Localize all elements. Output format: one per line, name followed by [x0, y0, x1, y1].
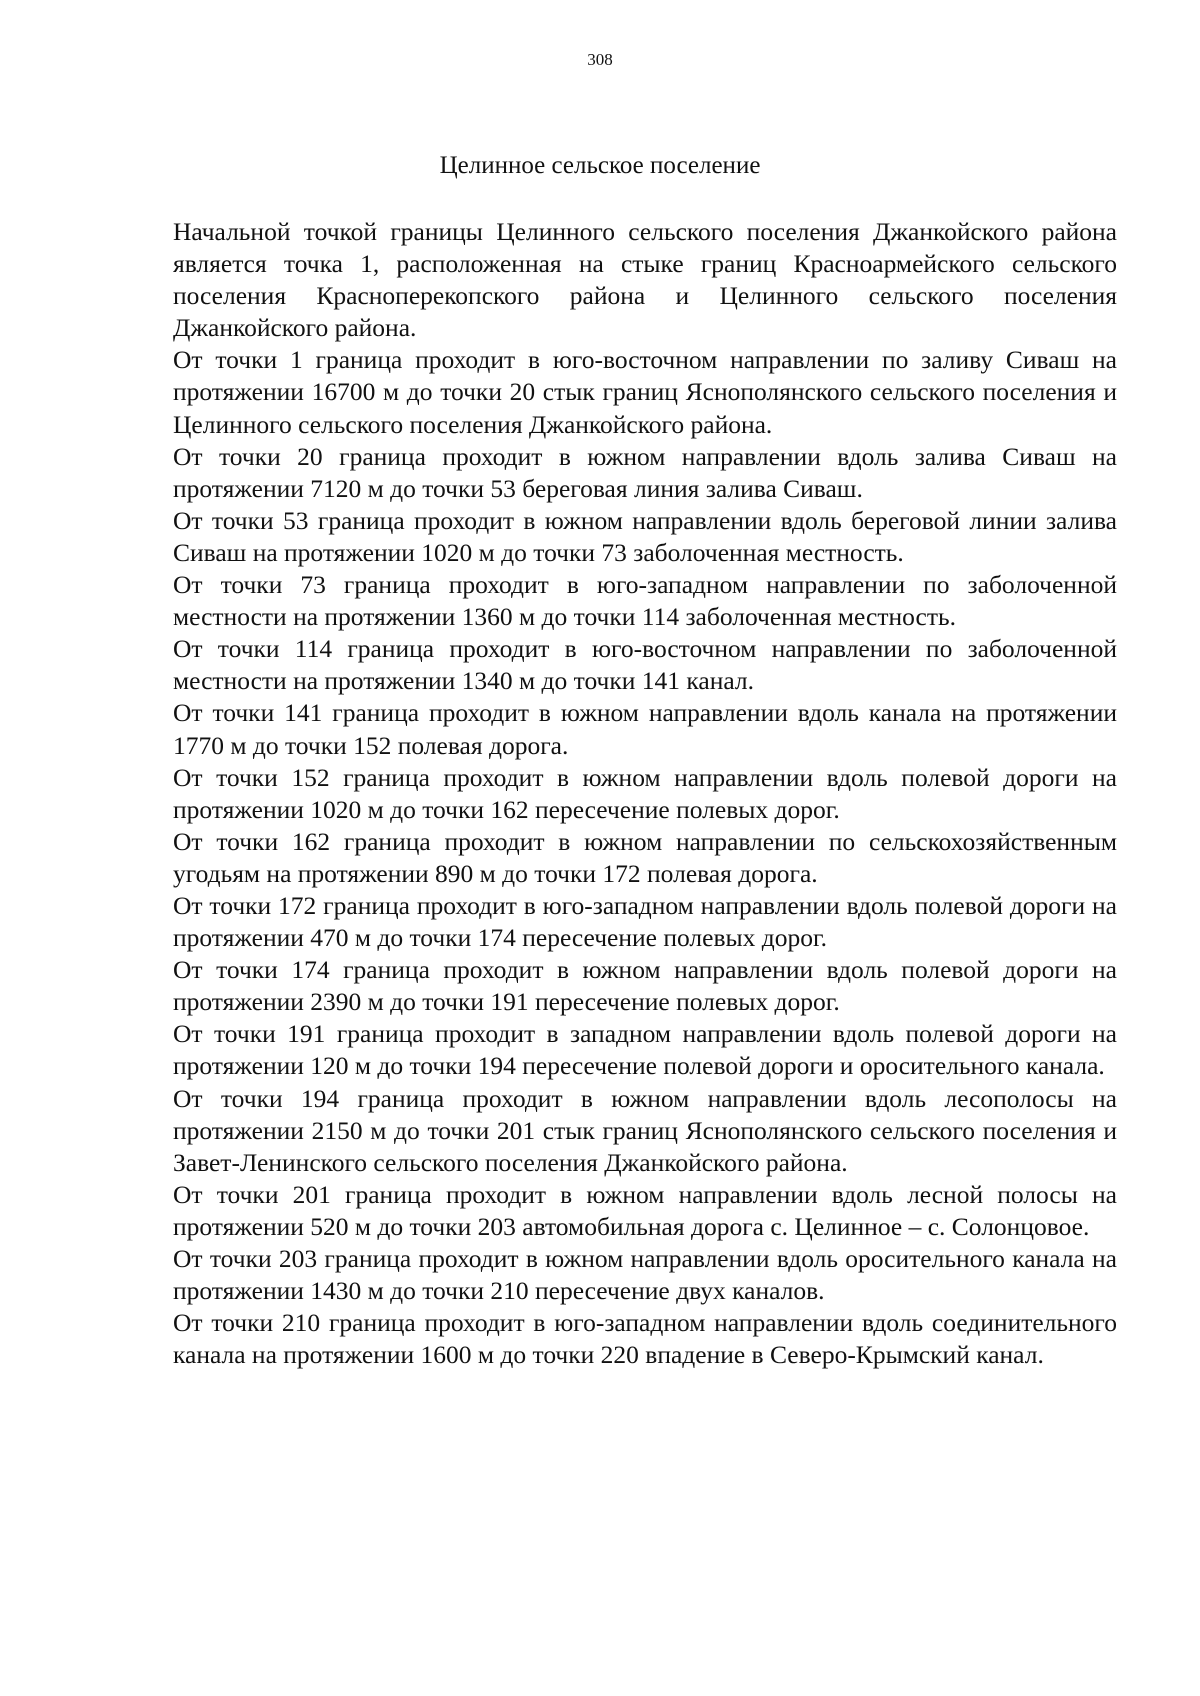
paragraph: От точки 210 граница проходит в юго-западном направлении вдоль соединительного канала на протяжении 1600 м до точки 220 впадение в Северо-Крымский канал.	[173, 1308, 1117, 1370]
paragraph: От точки 1 граница проходит в юго-восточном направлении по заливу Сиваш на протяжении 16700 м до точки 20 стык границ Яснополянского сельского поселения и Целинного сельского поселения Джанкойского района.	[173, 345, 1117, 439]
paragraph: От точки 172 граница проходит в юго-западном направлении вдоль полевой дороги на протяжении 470 м до точки 174 пересечение полевых дорог.	[173, 890, 1117, 953]
paragraph: От точки 73 граница проходит в юго-западном направлении по заболоченной местности на протяжении 1360 м до точки 114 заболоченная местность.	[173, 570, 1117, 632]
paragraph: Начальной точкой границы Целинного сельского поселения Джанкойского района является точка 1, расположенная на стыке границ Красноармейского сельского поселения Красноперекопского района и Целинного сельского поселения Джанкойского района.	[173, 217, 1117, 343]
section-title: Целинное сельское поселение	[439, 152, 761, 179]
page-number: 308	[587, 50, 613, 69]
paragraph: От точки 203 граница проходит в южном направлении вдоль оросительного канала на протяжении 1430 м до точки 210 пересечение двух каналов.	[173, 1244, 1117, 1306]
boundary-description	[173, 216, 1117, 1371]
paragraph: От точки 141 граница проходит в южном направлении вдоль канала на протяжении 1770 м до точки 152 полевая дорога.	[173, 698, 1117, 760]
paragraph: От точки 194 граница проходит в южном направлении вдоль лесополосы на протяжении 2150 м до точки 201 стык границ Яснополянского сельского поселения и Завет-Ленинского сельского поселения Джанкойского района.	[173, 1083, 1117, 1177]
paragraph: От точки 53 граница проходит в южном направлении вдоль береговой линии залива Сиваш на протяжении 1020 м до точки 73 заболоченная местность.	[173, 505, 1117, 567]
paragraph: От точки 20 граница проходит в южном направлении вдоль залива Сиваш на протяжении 7120 м до точки 53 береговая линия залива Сиваш.	[173, 441, 1117, 503]
paragraph: От точки 201 граница проходит в южном направлении вдоль лесной полосы на протяжении 520 м до точки 203 автомобильная дорога с. Целинное – с. Солонцовое.	[173, 1179, 1117, 1241]
paragraph: От точки 162 граница проходит в южном направлении по сельскохозяйственным угодьям на протяжении 890 м до точки 172 полевая дорога.	[173, 826, 1117, 888]
paragraph: От точки 191 граница проходит в западном направлении вдоль полевой дороги на протяжении 120 м до точки 194 пересечение полевой дороги и оросительного канала.	[173, 1019, 1117, 1081]
paragraph: От точки 174 граница проходит в южном направлении вдоль полевой дороги на протяжении 2390 м до точки 191 пересечение полевых дорог.	[173, 955, 1117, 1017]
paragraph: От точки 152 граница проходит в южном направлении вдоль полевой дороги на протяжении 1020 м до точки 162 пересечение полевых дорог.	[173, 762, 1117, 824]
paragraph: От точки 114 граница проходит в юго-восточном направлении по заболоченной местности на протяжении 1340 м до точки 141 канал.	[173, 634, 1117, 696]
